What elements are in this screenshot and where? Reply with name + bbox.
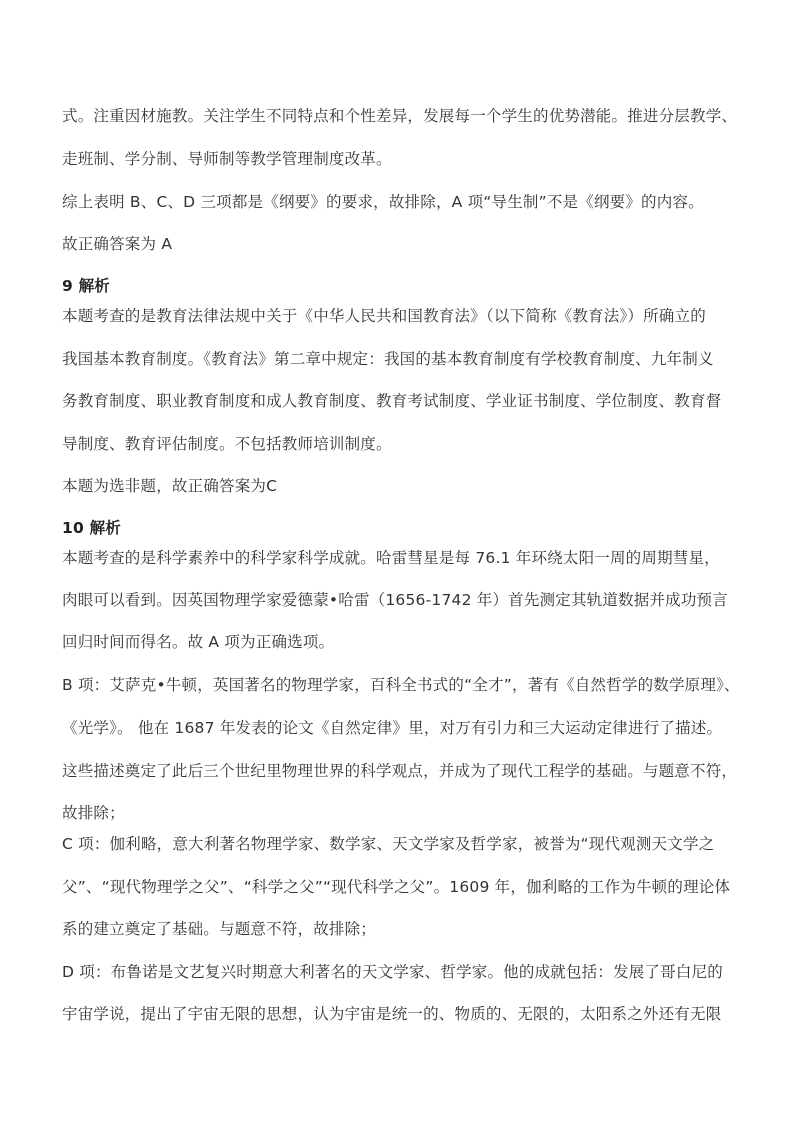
text-line: 故排除；	[62, 804, 125, 822]
text-line: 故正确答案为 A	[62, 235, 173, 253]
text-line: 回归时间而得名。故 A 项为正确选项。	[62, 633, 335, 651]
text-line: 走班制、学分制、导师制等教学管理制度改革。	[62, 150, 392, 168]
text-line: D 项：布鲁诺是文艺复兴时期意大利著名的天文学家、哲学家。他的成就包括：发展了哥白尼的	[62, 963, 723, 981]
text-line: 这些描述奠定了此后三个世纪里物理世界的科学观点，并成为了现代工程学的基础。与题意不符，	[62, 762, 738, 780]
text-line: 综上表明 B、C、D 三项都是《纲要》的要求，故排除，A 项“导生制”不是《纲要》的内容。	[62, 193, 704, 211]
text-line: 本题考查的是科学素养中的科学家科学成就。哈雷彗星是每 76.1 年环绕太阳一周的周期彗星，	[62, 549, 720, 567]
text-line: 父”、“现代物理学之父”、“科学之父”“现代科学之父”。1609 年，伽利略的工作为牛顿的理论体	[62, 878, 731, 896]
text-line: 宇宙学说，提出了宇宙无限的思想，认为宇宙是统一的、物质的、无限的，太阳系之外还有无限	[62, 1005, 722, 1023]
section-heading: 9 解析	[62, 277, 110, 295]
text-line: 本题考查的是教育法律法规中关于《中华人民共和国教育法》（以下简称《教育法》）所确立的	[62, 307, 706, 325]
text-line: 我国基本教育制度。《教育法》第二章中规定：我国的基本教育制度有学校教育制度、九年制义	[62, 350, 714, 368]
section-heading: 10 解析	[62, 519, 121, 537]
text-line: 务教育制度、职业教育制度和成人教育制度、教育考试制度、学业证书制度、学位制度、教育督	[62, 392, 722, 410]
text-line: 肉眼可以看到。因英国物理学家爱德蒙•哈雷（1656-1742 年）首先测定其轨道数据并成功预言	[62, 591, 728, 609]
text-line: 本题为选非题，故正确答案为C	[62, 477, 278, 495]
text-line: 导制度、教育评估制度。不包括教师培训制度。	[62, 435, 392, 453]
text-line: C 项：伽利略，意大利著名物理学家、数学家、天文学家及哲学家，被誉为“现代观测天文学之	[62, 835, 715, 853]
text-line: 系的建立奠定了基础。与题意不符，故排除；	[62, 920, 377, 938]
text-line: B 项：艾萨克•牛顿，英国著名的物理学家，百科全书式的“全才”，著有《自然哲学的数学原理》、	[62, 676, 740, 694]
text-line: 式。注重因材施教。关注学生不同特点和个性差异，发展每一个学生的优势潜能。推进分层教学、	[62, 107, 738, 125]
text-line: 《光学》。 他在 1687 年发表的论文《自然定律》里，对万有引力和三大运动定律进行了描述。	[62, 719, 723, 737]
